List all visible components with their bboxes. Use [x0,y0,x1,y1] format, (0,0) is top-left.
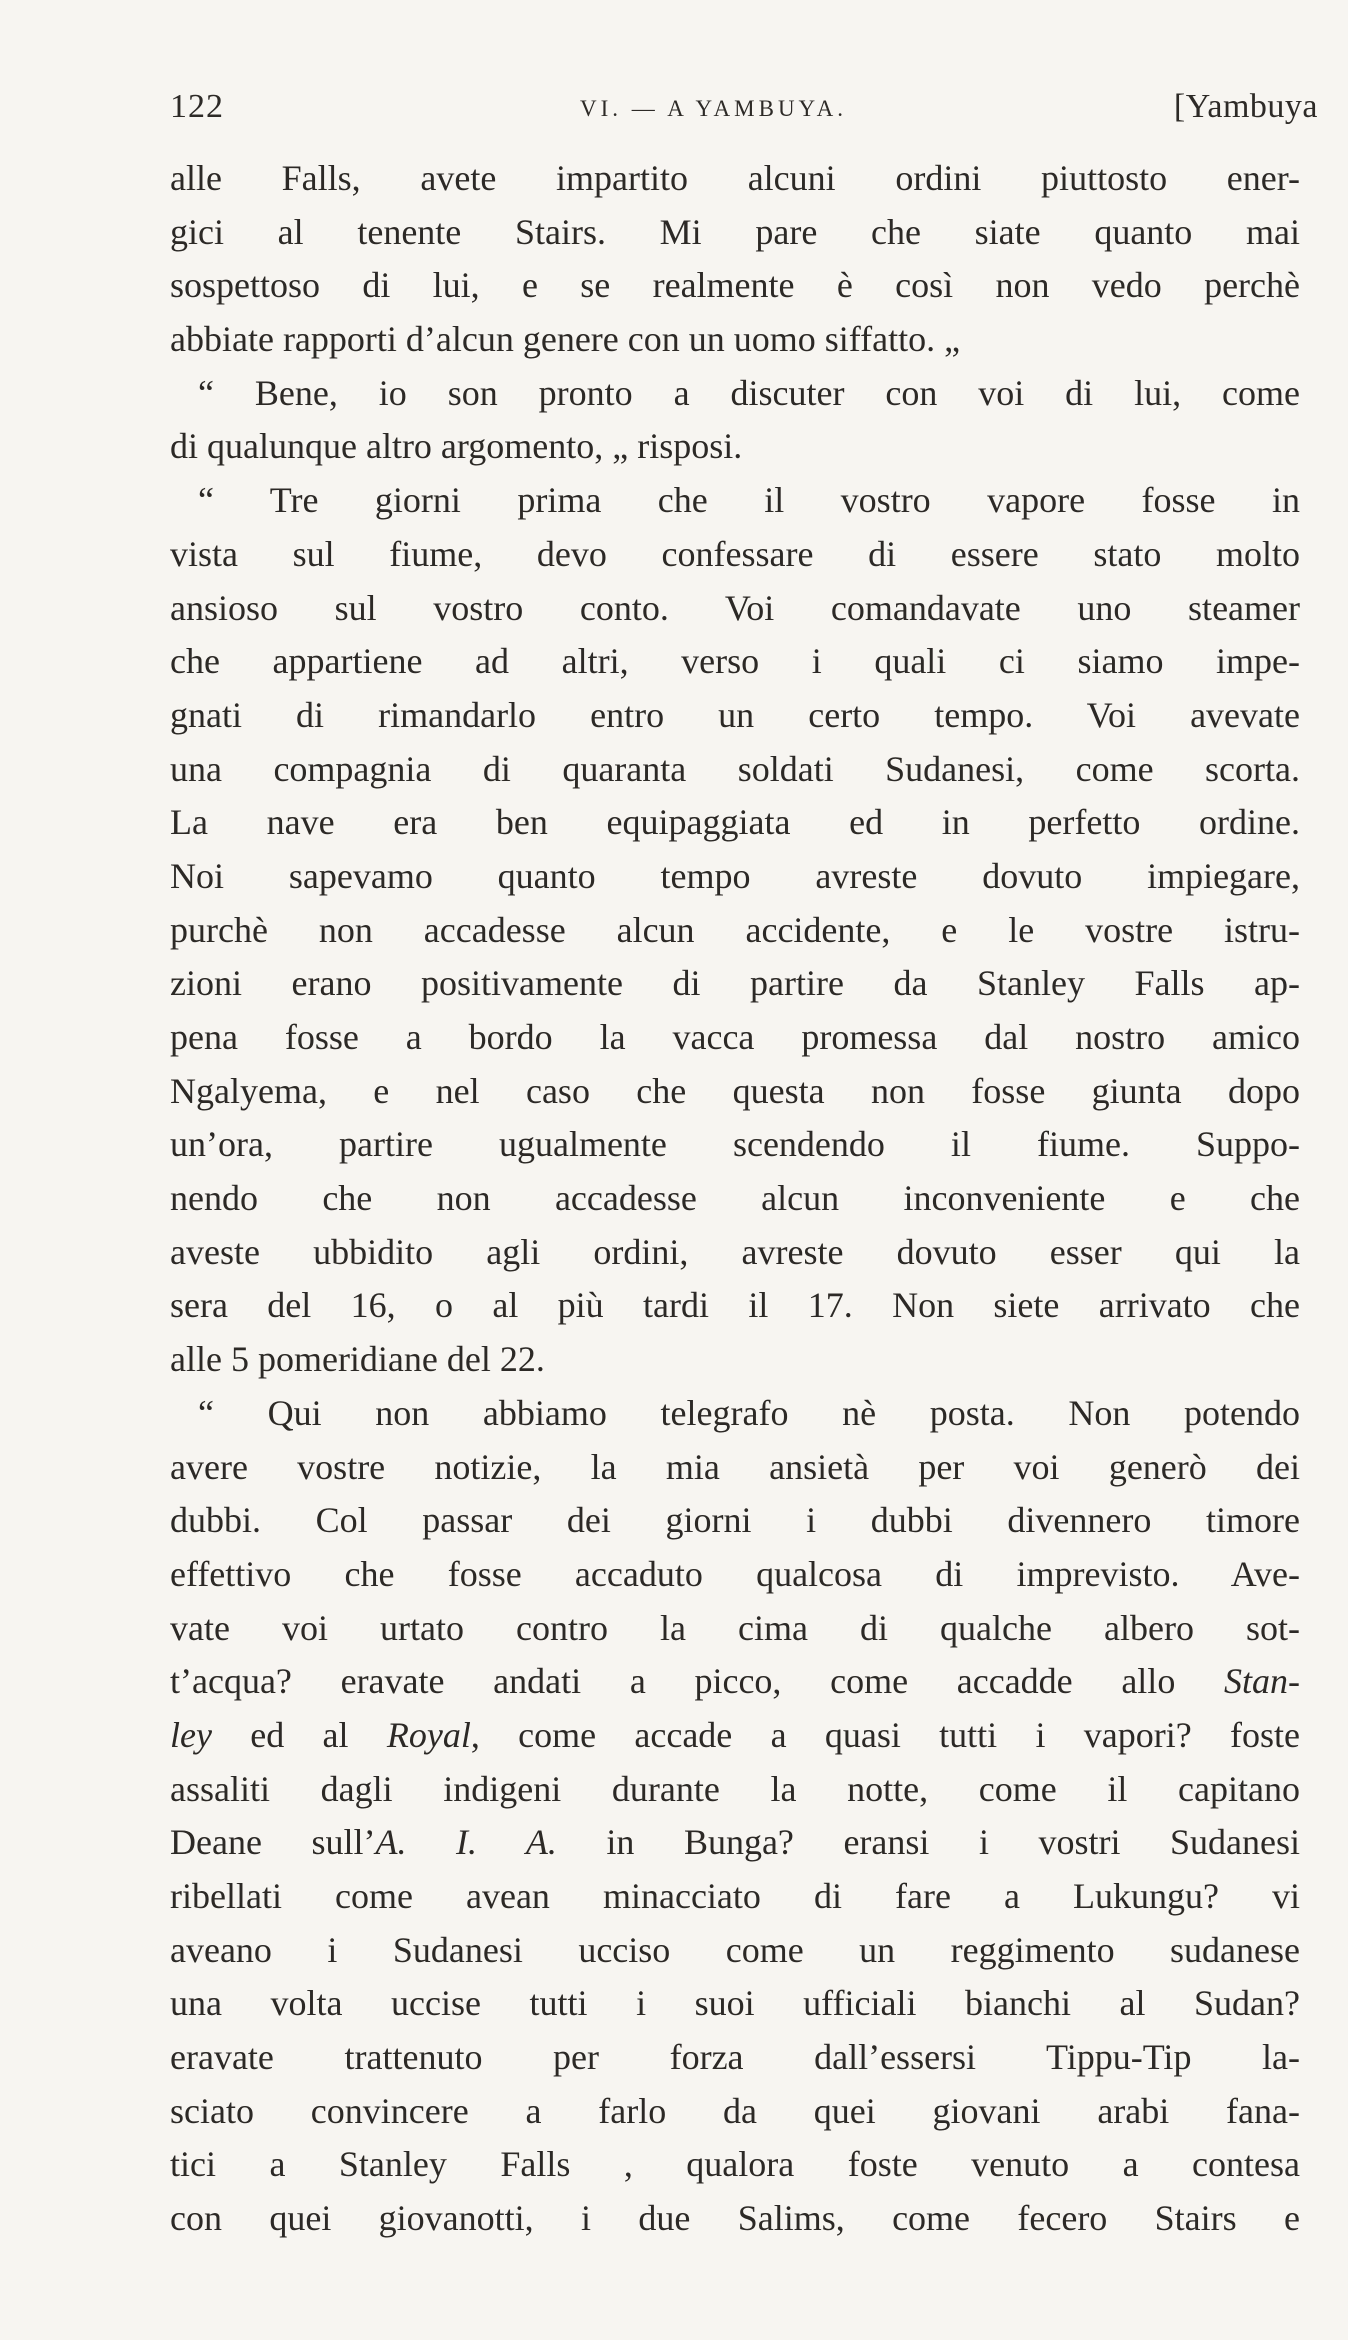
text-line: dubbi. Col passar dei giorni i dubbi divennero timore [170,1500,1300,1541]
text-line: effettivo che fosse accaduto qualcosa di imprevisto. Ave- [170,1553,1300,1594]
text-line: “ Bene, io son pronto a discuter con voi di lui, come [198,372,1300,413]
text-line: di qualunque altro argomento, „ risposi. [170,426,743,467]
text-line: purchè non accadesse alcun accidente, e le vostre istru- [170,909,1300,950]
text-line: una compagnia di quaranta soldati Sudanesi, come scorta. [170,748,1300,789]
text-line: Deane sull’A. I. A. in Bunga? eransi i vostri Sudanesi [170,1822,1300,1863]
text-line: sciato convincere a farlo da quei giovani arabi fana- [170,2090,1300,2131]
text-line: gnati di rimandarlo entro un certo tempo. Voi avevate [170,694,1300,735]
text-line: La nave era ben equipaggiata ed in perfetto ordine. [170,802,1300,843]
italic-phrase: A. I. A. [375,1822,557,1863]
text-line: che appartiene ad altri, verso i quali ci siamo impe- [170,641,1300,682]
text-line: ansioso sul vostro conto. Voi comandavate uno steamer [170,587,1300,628]
text-line: ley ed al Royal, come accade a quasi tutti i vapori? foste [170,1714,1300,1755]
text-line: Noi sapevamo quanto tempo avreste dovuto impiegare, [170,855,1300,896]
text-line: sospettoso di lui, e se realmente è così non vedo perchè [170,265,1300,306]
italic-phrase: Royal [386,1714,471,1755]
text-line: eravate trattenuto per forza dall’essersi Tippu-Tip la- [170,2037,1300,2078]
text-line: una volta uccise tutti i suoi ufficiali bianchi al Sudan? [170,1983,1300,2024]
text-line: pena fosse a bordo la vacca promessa dal nostro amico [170,1017,1300,1057]
body-text [170,152,1300,2246]
running-head-place: [Yambuya [1173,88,1318,125]
text-line: avere vostre notizie, la mia ansietà per voi generò dei [170,1446,1300,1487]
text-line: abbiate rapporti d’alcun genere con un uomo siffatto. „ [170,319,961,360]
text-line: nendo che non accadesse alcun inconveniente e che [170,1178,1300,1219]
text-line: alle 5 pomeridiane del 22. [170,1339,545,1380]
text-line: sera del 16, o al più tardi il 17. Non siete arrivato che [170,1285,1300,1326]
text-line: tici a Stanley Falls , qualora foste venuto a contesa [170,2144,1300,2185]
text-line: gici al tenente Stairs. Mi pare che siate quanto mai [170,211,1300,252]
italic-phrase: Stan- [1224,1661,1300,1702]
text-line: aveste ubbidito agli ordini, avreste dovuto esser qui la [170,1231,1300,1272]
text-line: “ Qui non abbiamo telegrafo nè posta. Non potendo [198,1392,1300,1433]
italic-phrase: ley [170,1714,212,1755]
text-line: Ngalyema, e nel caso che questa non fosse giunta dopo [170,1070,1300,1111]
text-line: t’acqua? eravate andati a picco, come accadde allo Stan- [170,1661,1300,1702]
text-line: aveano i Sudanesi ucciso come un reggimento sudanese [170,1929,1300,1970]
text-line: “ Tre giorni prima che il vostro vapore fosse in [198,480,1300,521]
text-line: assaliti dagli indigeni durante la notte, come il capitano [170,1768,1300,1809]
running-head [170,82,1318,132]
page-number: 122 [170,88,224,125]
text-line: zioni erano positivamente di partire da Stanley Falls ap- [170,963,1300,1004]
text-line: vista sul fiume, devo confessare di essere stato molto [170,533,1300,574]
text-line: ribellati come avean minacciato di fare a Lukungu? vi [170,1876,1300,1916]
text-line: alle Falls, avete impartito alcuni ordini piuttosto ener- [170,158,1300,198]
text-line: un’ora, partire ugualmente scendendo il fiume. Suppo- [170,1124,1300,1165]
text-line: vate voi urtato contro la cima di qualche albero sot- [170,1607,1300,1648]
chapter-title: VI. — A YAMBUYA. [580,96,847,121]
text-line: con quei giovanotti, i due Salims, come fecero Stairs e [170,2198,1300,2239]
